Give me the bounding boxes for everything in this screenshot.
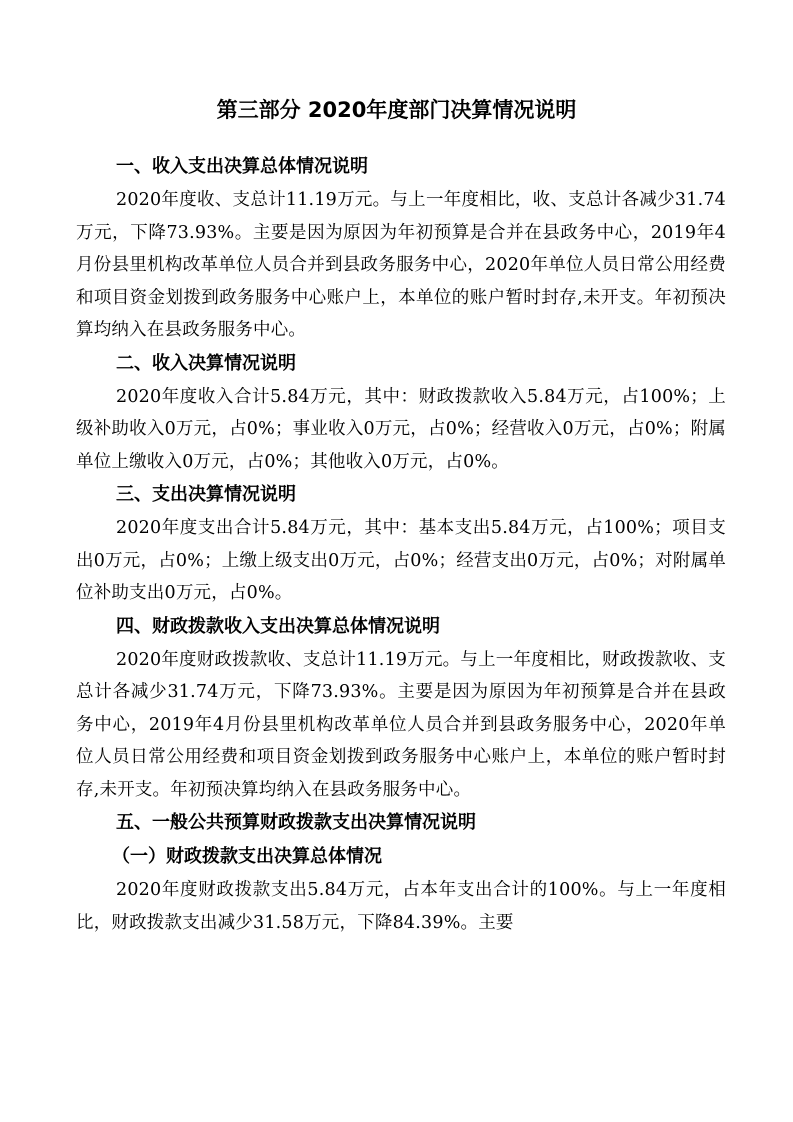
- page-title: 第三部分 2020年度部门决算情况说明: [216, 98, 577, 122]
- section-heading: 五、一般公共预算财政拨款支出决算情况说明: [116, 812, 476, 833]
- document-body: [76, 150, 726, 939]
- section-heading: 一、收入支出决算总体情况说明: [116, 156, 368, 177]
- subsection-heading: （一）财政拨款支出决算总体情况: [112, 846, 382, 867]
- section-heading: 三、支出决算情况说明: [116, 484, 296, 505]
- section-paragraph: 2020年度财政拨款支出5.84万元，占本年支出合计的100%。与上一年度相比，财政拨款支出减少31.58万元，下降84.39%。主要: [76, 880, 726, 933]
- section-heading: 四、财政拨款收入支出决算总体情况说明: [116, 615, 440, 637]
- section-heading: 二、收入决算情况说明: [116, 352, 296, 374]
- section-paragraph: 2020年度收、支总计11.19万元。与上一年度相比，收、支总计各减少31.74万元，下降73.93%。主要是因为原因为年初预算是合并在县政务中心，2019年4月份县里机构改革单位人员合并到县政务服务中心，2020年单位人员日常公用经费和项目资金划拨到政务服务中心账户上，本单位的账户暂时封存,未开支。年初预决算均纳入在县政务服务中心。: [76, 190, 726, 340]
- section-paragraph: 2020年度支出合计5.84万元，其中：基本支出5.84万元，占100%；项目支出0万元，占0%；上缴上级支出0万元，占0%；经营支出0万元，占0%；对附属单位补助支出0万元，占0%。: [76, 518, 726, 603]
- section-paragraph: 2020年度收入合计5.84万元，其中：财政拨款收入5.84万元，占100%；上级补助收入0万元，占0%；事业收入0万元，占0%；经营收入0万元，占0%；附属单位上缴收入0万元，占0%；其他收入0万元，占0%。: [76, 386, 726, 472]
- section-paragraph: 2020年度财政拨款收、支总计11.19万元。与上一年度相比，财政拨款收、支总计各减少31.74万元，下降73.93%。主要是因为原因为年初预算是合并在县政务中心，2019年4月份县里机构改革单位人员合并到县政务服务中心，2020年单位人员日常公用经费和项目资金划拨到政务服务中心账户上，本单位的账户暂时封存,未开支。年初预决算均纳入在县政务服务中心。: [76, 649, 726, 800]
